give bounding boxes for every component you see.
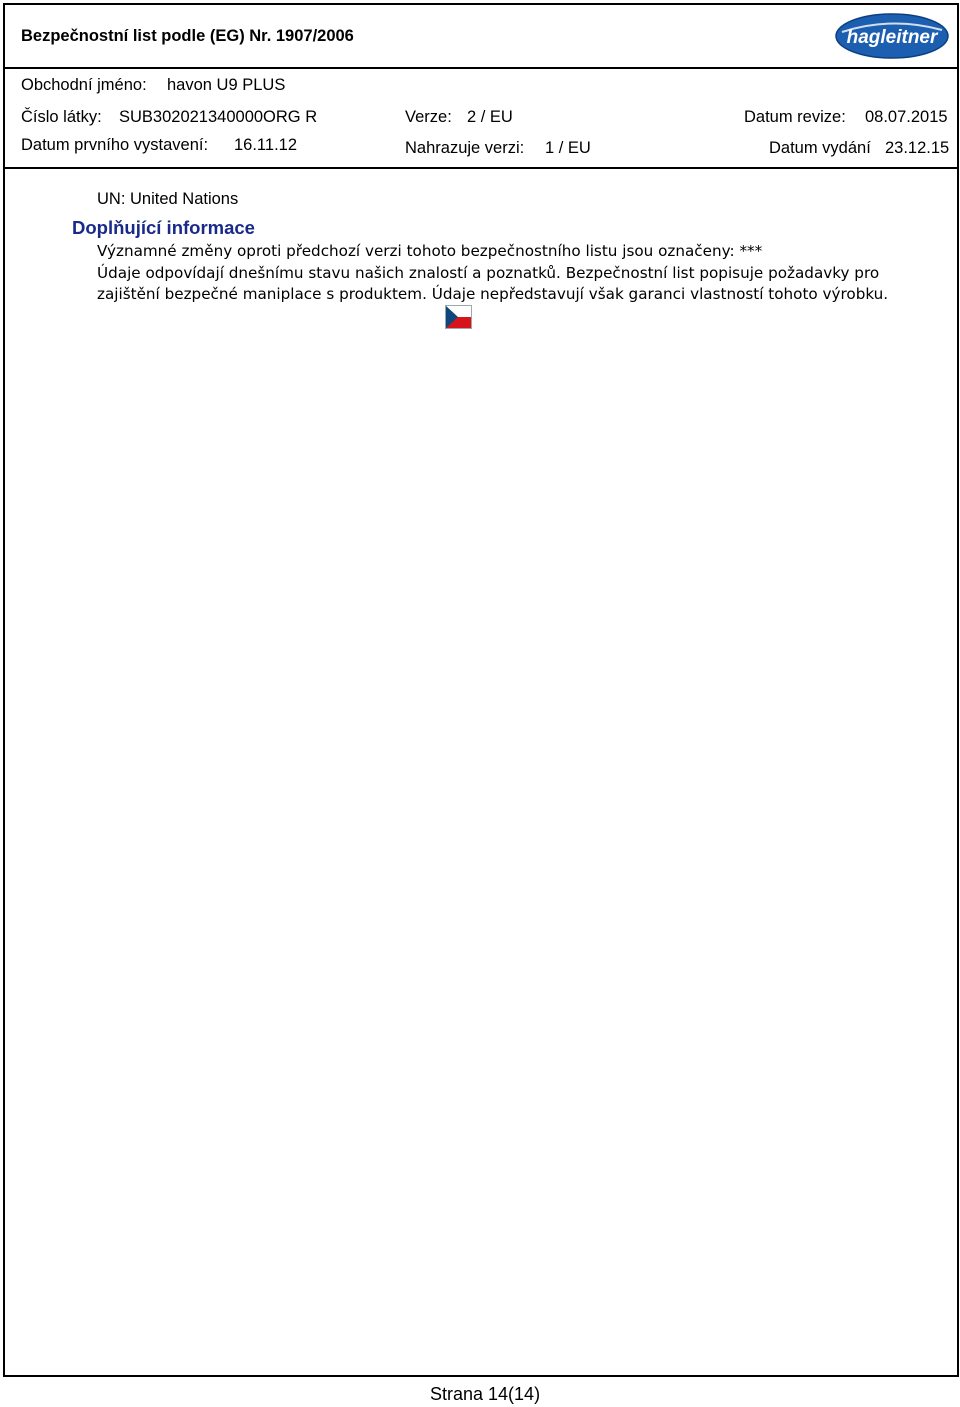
paragraph-line: Významné změny oproti předchozí verzi tohoto bezpečnostního listu jsou označeny: *** (97, 242, 763, 260)
additional-info-paragraph (97, 241, 947, 306)
first-issue-label: Datum prvního vystavení: (21, 136, 209, 154)
revision-date-label: Datum revize: (744, 108, 846, 126)
issue-date-value: 23.12.15 (885, 139, 950, 157)
replaces-version-value: 1 / EU (545, 139, 591, 157)
revision-date-value: 08.07.2015 (865, 108, 948, 126)
page-frame (3, 3, 959, 1377)
trade-name-label: Obchodní jméno: (21, 76, 147, 94)
header-divider (3, 67, 959, 69)
hagleitner-logo (834, 12, 950, 60)
header-divider-bottom (3, 167, 959, 169)
substance-number-value: SUB302021340000ORG R (119, 108, 318, 126)
first-issue-value: 16.11.12 (234, 136, 298, 154)
paragraph-line: Údaje odpovídají dnešnímu stavu našich znalostí a poznatků. Bezpečnostní list popisuje požadavky pro (97, 263, 880, 282)
czech-flag-icon (445, 305, 472, 329)
logo-text: hagleitner (846, 27, 938, 48)
replaces-version-label: Nahrazuje verzi: (405, 139, 525, 157)
version-value: 2 / EU (467, 108, 513, 126)
substance-number-label: Číslo látky: (21, 108, 102, 126)
section-title: Doplňující informace (72, 217, 255, 238)
document-title: Bezpečnostní list podle (EG) Nr. 1907/2006 (21, 27, 354, 45)
version-label: Verze: (405, 108, 452, 126)
paragraph-line: zajištění bezpečné maniplace s produktem. Údaje nepředstavují však garanci vlastností tohoto výrobku. (97, 285, 889, 303)
trade-name-value: havon U9 PLUS (167, 76, 286, 94)
issue-date-label: Datum vydání (769, 139, 871, 157)
page-number: Strana 14(14) (430, 1384, 541, 1404)
abbreviation-un: UN: United Nations (97, 190, 239, 208)
